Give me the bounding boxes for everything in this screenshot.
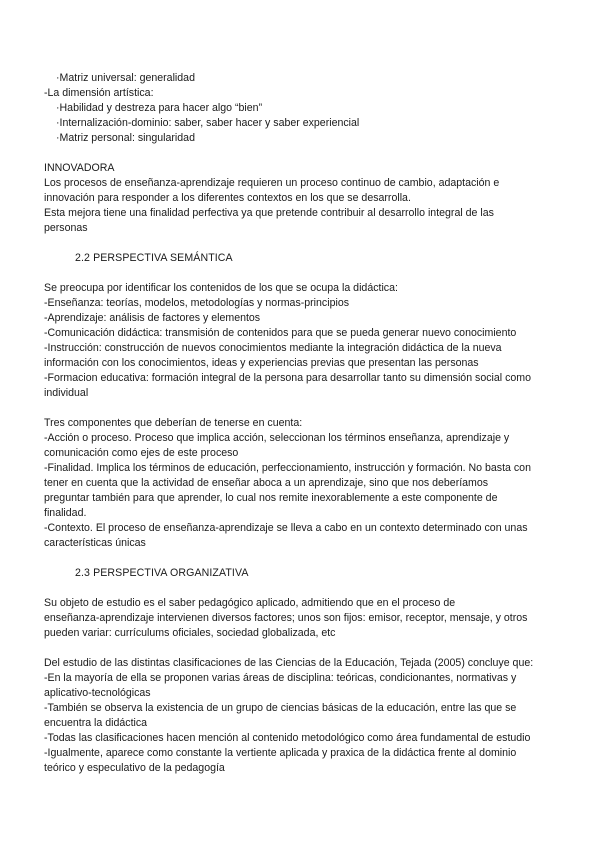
- components-line: -Acción o proceso. Proceso que implica acción, seleccionan los términos enseñanza, aprendizaje y: [44, 432, 510, 444]
- spacer: [44, 266, 564, 281]
- document-page: [44, 71, 564, 776]
- components-line: finalidad.: [44, 507, 87, 519]
- components-line: Tres componentes que deberían de tenerse en cuenta:: [44, 417, 303, 429]
- semantica-line: -Instrucción: construcción de nuevos conocimientos mediante la integración didáctica de la nueva: [44, 342, 502, 354]
- components-line: preguntar también para que aprender, lo cual nos remite inexorablemente a este componente de: [44, 492, 498, 504]
- spacer: [44, 641, 564, 656]
- semantica-line: Se preocupa por identificar los contenidos de los que se ocupa la didáctica:: [44, 282, 398, 294]
- bullet-matriz-personal: ·Matriz personal: singularidad: [56, 132, 195, 144]
- tejada-line: -Igualmente, aparece como constante la vertiente aplicada y praxica de la didáctica frente al dominio: [44, 747, 517, 759]
- innovadora-line: Esta mejora tiene una finalidad perfectiva ya que pretende contribuir al desarrollo integral de las: [44, 207, 494, 219]
- innovadora-title: INNOVADORA: [44, 162, 115, 174]
- tejada-line: Del estudio de las distintas clasificaciones de las Ciencias de la Educación, Tejada (2005) concluye que:: [44, 657, 534, 669]
- innovadora-line: innovación para responder a los diferentes contextos en los que se desarrolla.: [44, 192, 411, 204]
- components-line: -Finalidad. Implica los términos de educación, perfeccionamiento, instrucción y formación. No basta con: [44, 462, 531, 474]
- bullet-matriz-universal: ·Matriz universal: generalidad: [56, 72, 195, 84]
- components-line: características únicas: [44, 537, 146, 549]
- section-heading-organizativa: 2.3 PERSPECTIVA ORGANIZATIVA: [75, 567, 249, 579]
- spacer: [44, 401, 564, 416]
- innovadora-line: Los procesos de enseñanza-aprendizaje requieren un proceso continuo de cambio, adaptación e: [44, 177, 500, 189]
- semantica-line: -Aprendizaje: análisis de factores y elementos: [44, 312, 261, 324]
- tejada-line: -En la mayoría de ella se proponen varias áreas de disciplina: teóricas, condicionantes, normativas y: [44, 672, 517, 684]
- bullet-habilidad: ·Habilidad y destreza para hacer algo “bien”: [56, 102, 263, 114]
- tejada-line: encuentra la didáctica: [44, 717, 148, 729]
- semantica-line: -Comunicación didáctica: transmisión de contenidos para que se pueda generar nuevo conocimiento: [44, 327, 517, 339]
- semantica-line: información con los conocimientos, ideas y experiencias previas que presentan las personas: [44, 357, 479, 369]
- components-line: comunicación como ejes de este proceso: [44, 447, 239, 459]
- tejada-line: -También se observa la existencia de un grupo de ciencias básicas de la educación, entre las que se: [44, 702, 517, 714]
- spacer: [44, 236, 564, 251]
- spacer: [44, 551, 564, 566]
- section-heading-semantica: 2.2 PERSPECTIVA SEMÁNTICA: [75, 252, 233, 264]
- spacer: [44, 581, 564, 596]
- semantica-line: -Enseñanza: teorías, modelos, metodologías y normas-principios: [44, 297, 350, 309]
- organizativa-line: Su objeto de estudio es el saber pedagógico aplicado, admitiendo que en el proceso de: [44, 597, 456, 609]
- organizativa-line: enseñanza-aprendizaje intervienen diversos factores; unos son fijos: emisor, receptor, mensaje, y otros: [44, 612, 528, 624]
- dimension-artistica-label: -La dimensión artística:: [44, 87, 154, 99]
- bullet-internalizacion: ·Internalización-dominio: saber, saber hacer y saber experiencial: [56, 117, 360, 129]
- components-line: tener en cuenta que la actividad de enseñar aboca a un aprendizaje, sino que nos deberíamos: [44, 477, 489, 489]
- tejada-line: aplicativo-tecnológicas: [44, 687, 151, 699]
- components-line: -Contexto. El proceso de enseñanza-aprendizaje se lleva a cabo en un contexto determinado con unas: [44, 522, 528, 534]
- semantica-line: individual: [44, 387, 89, 399]
- innovadora-line: personas: [44, 222, 88, 234]
- organizativa-line: pueden variar: currículums oficiales, sociedad globalizada, etc: [44, 627, 336, 639]
- semantica-line: -Formacion educativa: formación integral de la persona para desarrollar tanto su dimensión social como: [44, 372, 531, 384]
- tejada-line: -Todas las clasificaciones hacen mención al contenido metodológico como área fundamental de estudio: [44, 732, 531, 744]
- spacer: [44, 146, 564, 161]
- tejada-line: teórico y especulativo de la pedagogía: [44, 762, 225, 774]
